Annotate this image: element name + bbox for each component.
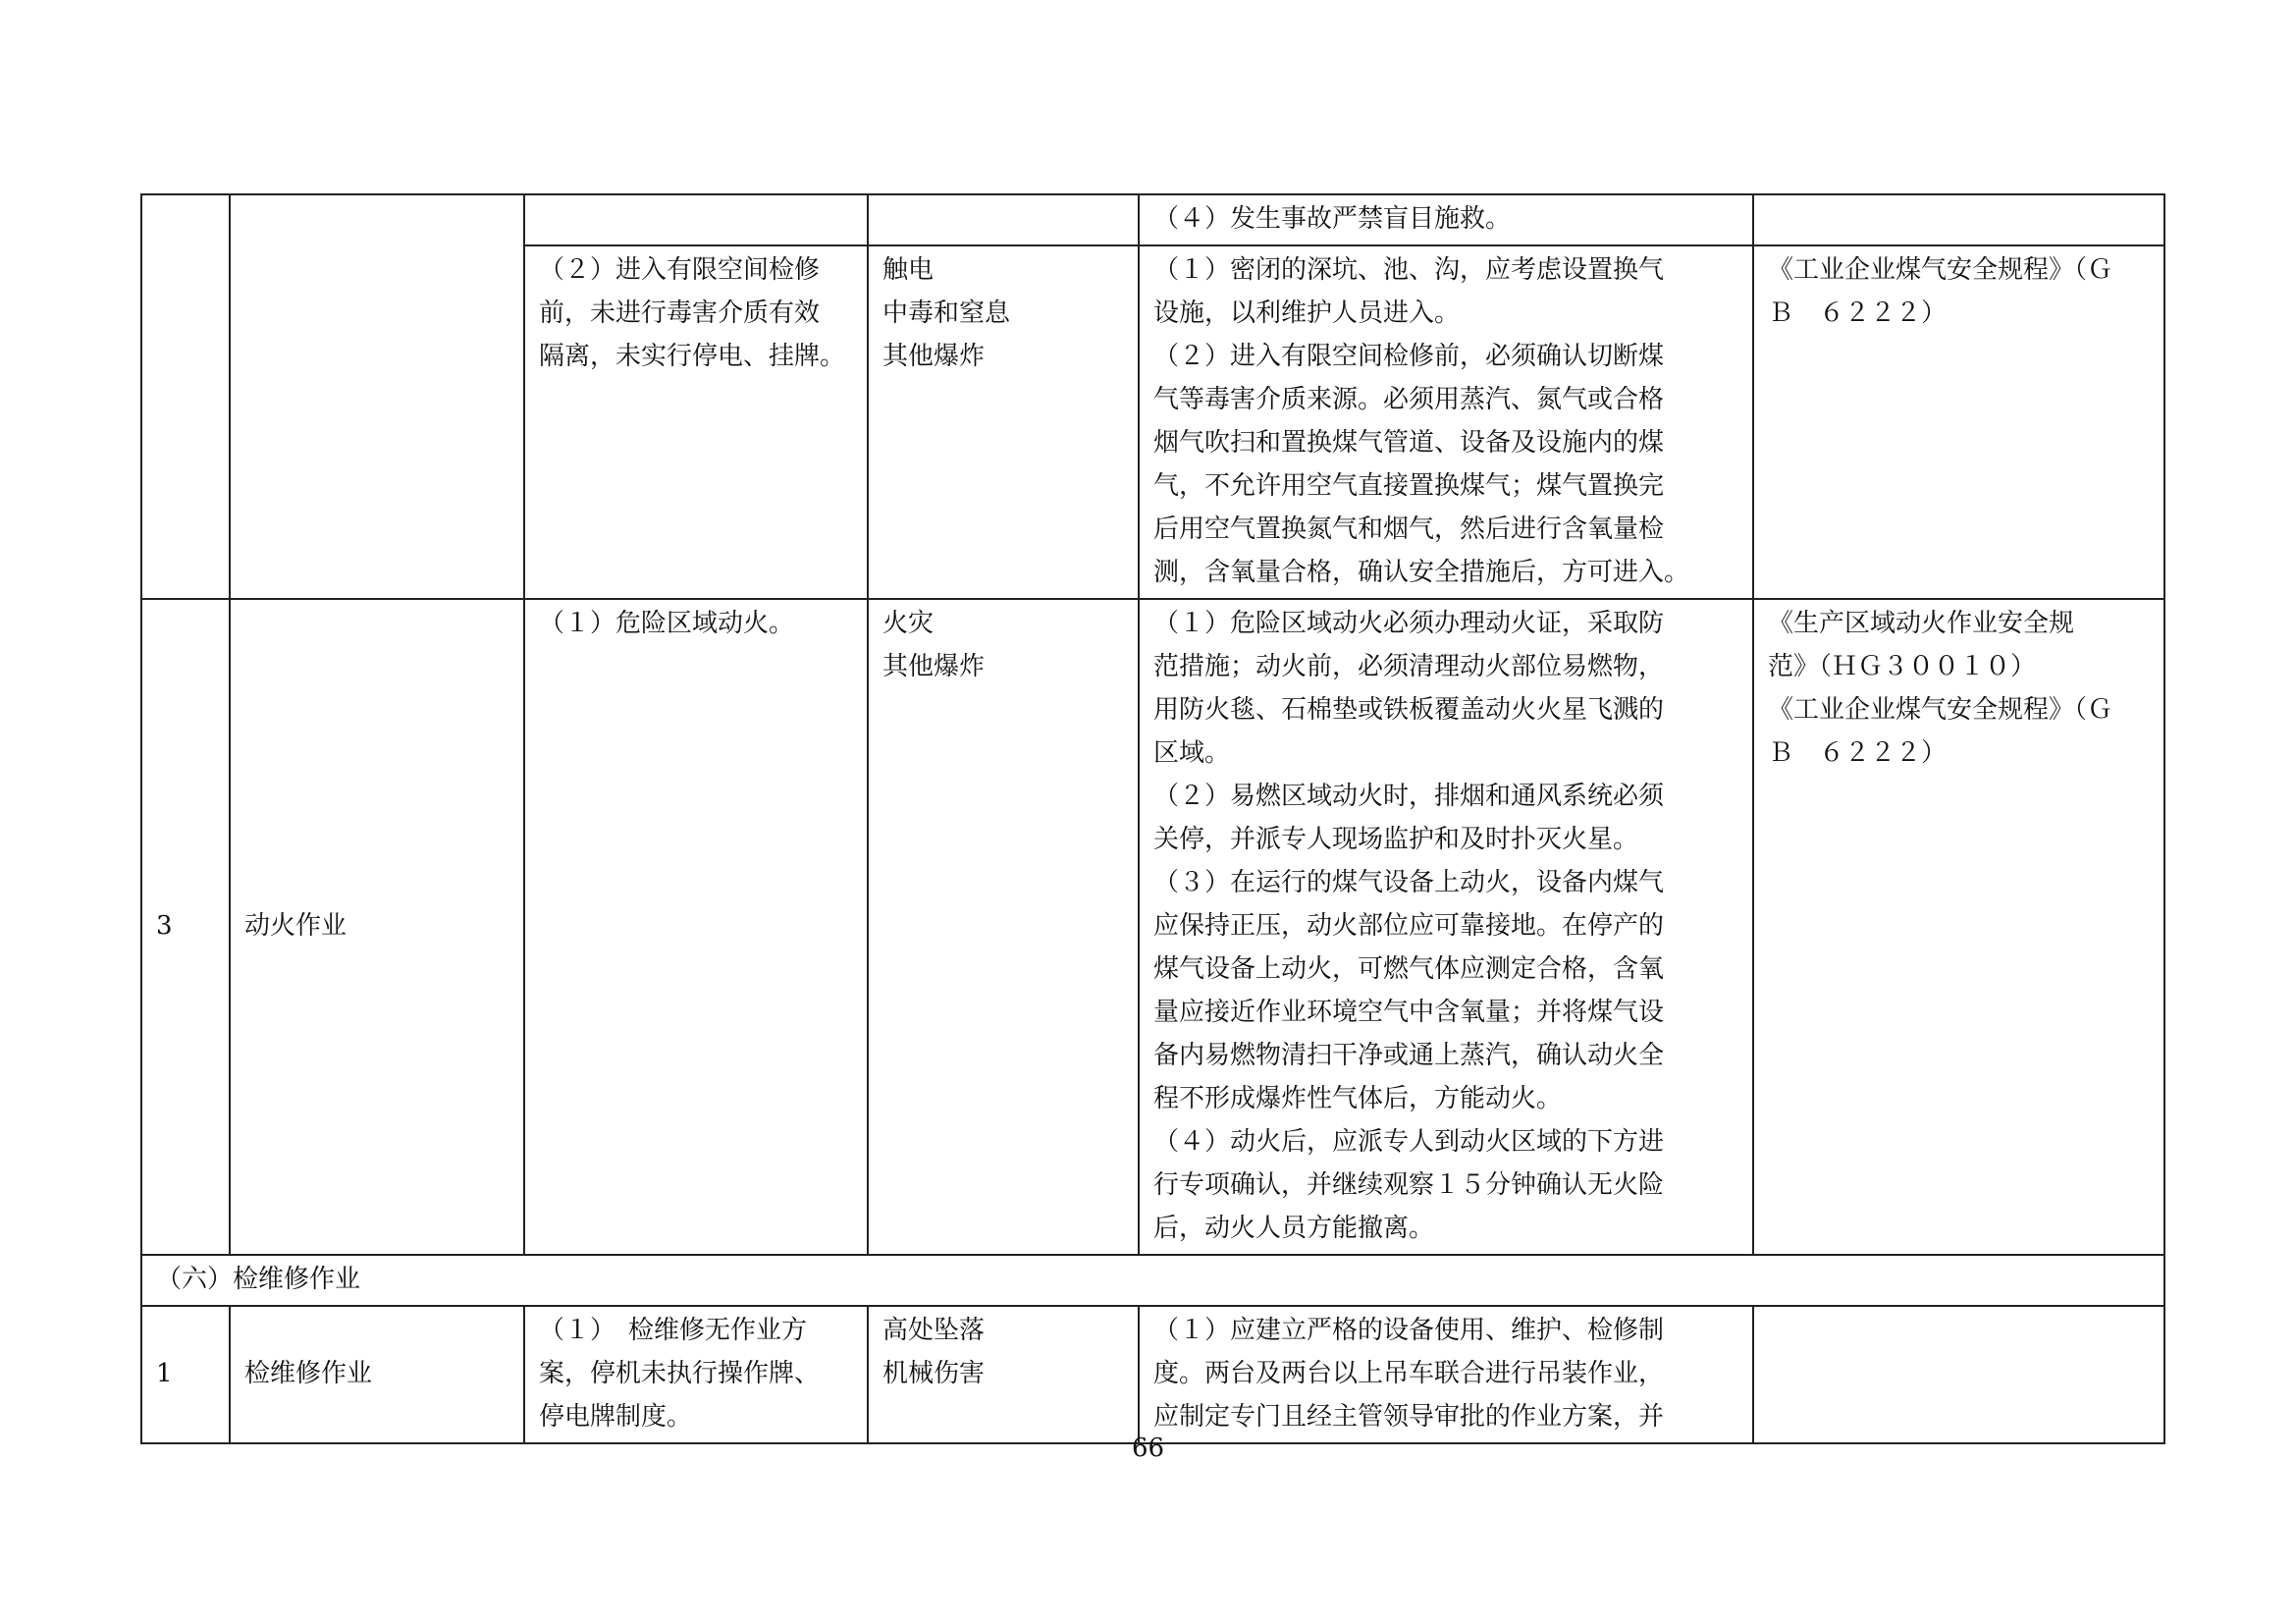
basis-line: 《生产区域动火作业安全规 <box>1768 609 2075 638</box>
measure-line: 气，不允许用空气直接置换煤气；煤气置换完 <box>1153 471 1665 501</box>
basis-cell <box>1753 194 2164 245</box>
measure-line: 应保持正压，动火部位应可靠接地。在停产的 <box>1153 911 1665 941</box>
measure-line: 后用空气置换氮气和烟气，然后进行含氧量检 <box>1153 514 1665 544</box>
measure-line: 设施，以利维护人员进入。 <box>1153 298 1461 328</box>
measure-line: （３）在运行的煤气设备上动火，设备内煤气 <box>1153 868 1665 897</box>
measure-line: （２）进入有限空间检修前，必须确认切断煤 <box>1153 342 1665 371</box>
accident-type-cell <box>868 1306 1139 1443</box>
measure-line: 煤气设备上动火，可燃气体应测定合格，含氧 <box>1153 954 1665 984</box>
accident-line: 机械伤害 <box>882 1359 986 1388</box>
hazard-source-cell <box>524 1306 868 1443</box>
basis-cell <box>1753 599 2164 1255</box>
basis-line: Ｂ ６２２２） <box>1768 738 1948 768</box>
measure-line: 后，动火人员方能撤离。 <box>1153 1214 1435 1243</box>
measures-cell <box>1139 194 1753 245</box>
measure-line: 测，含氧量合格，确认安全措施后，方可进入。 <box>1153 558 1690 587</box>
measure-line: 范措施；动火前，必须清理动火部位易燃物， <box>1153 652 1665 681</box>
measure-line: 程不形成爆炸性气体后，方能动火。 <box>1153 1084 1563 1113</box>
hazard-line: （１） 检维修无作业方 <box>539 1316 808 1345</box>
basis-cell <box>1753 245 2164 599</box>
measure-line: （１）应建立严格的设备使用、维护、检修制 <box>1153 1316 1665 1345</box>
accident-type-cell <box>868 245 1139 599</box>
section-row <box>141 1255 2164 1306</box>
measures-cell <box>1139 245 1753 599</box>
basis-line: 范》（ＨＧ３００１０） <box>1768 652 2037 681</box>
work-item-cell: 检维修作业 <box>230 1306 524 1443</box>
measure-line: 区域。 <box>1153 738 1231 768</box>
accident-line: 火灾 <box>882 609 934 638</box>
row-number-cell <box>141 194 230 599</box>
measure-line: 行专项确认，并继续观察１５分钟确认无火险 <box>1153 1170 1665 1200</box>
hazard-table <box>140 193 2165 1444</box>
accident-line: 触电 <box>882 255 934 285</box>
hazard-source-cell <box>524 599 868 1255</box>
table-row <box>141 1306 2164 1443</box>
hazard-source-cell <box>524 245 868 599</box>
basis-cell <box>1753 1306 2164 1443</box>
measure-line: （２）易燃区域动火时，排烟和通风系统必须 <box>1153 782 1665 811</box>
accident-type-cell <box>868 599 1139 1255</box>
measure-line: 量应接近作业环境空气中含氧量；并将煤气设 <box>1153 998 1665 1027</box>
row-number-cell: 3 <box>141 599 230 1255</box>
basis-line: 《工业企业煤气安全规程》（Ｇ <box>1768 695 2113 725</box>
hazard-line: 停电牌制度。 <box>539 1402 693 1432</box>
measure-line: 度。两台及两台以上吊车联合进行吊装作业， <box>1153 1359 1665 1388</box>
section-title: （六）检维修作业 <box>141 1255 2164 1306</box>
measure-line: 关停，并派专人现场监护和及时扑灭火星。 <box>1153 825 1639 854</box>
table-row <box>141 194 2164 245</box>
basis-line: Ｂ ６２２２） <box>1768 298 1948 328</box>
measure-line: （１）危险区域动火必须办理动火证，采取防 <box>1153 609 1665 638</box>
measure-line: 气等毒害介质来源。必须用蒸汽、氮气或合格 <box>1153 385 1665 414</box>
hazard-line: 案，停机未执行操作牌、 <box>539 1359 821 1388</box>
accident-line: 其他爆炸 <box>882 342 986 371</box>
table-row <box>141 599 2164 1255</box>
work-item-cell: 动火作业 <box>230 599 524 1255</box>
measure-line: 用防火毯、石棉垫或铁板覆盖动火火星飞溅的 <box>1153 695 1665 725</box>
accident-line: 其他爆炸 <box>882 652 986 681</box>
accident-line: 中毒和窒息 <box>882 298 1011 328</box>
hazard-line: （２）进入有限空间检修 <box>539 255 821 285</box>
measures-cell <box>1139 599 1753 1255</box>
measure-line: （４）动火后，应派专人到动火区域的下方进 <box>1153 1127 1665 1157</box>
measure-line: 应制定专门且经主管领导审批的作业方案，并 <box>1153 1402 1665 1432</box>
measures-cell <box>1139 1306 1753 1443</box>
measure-line: 备内易燃物清扫干净或通上蒸汽，确认动火全 <box>1153 1041 1665 1070</box>
hazard-line: 前，未进行毒害介质有效 <box>539 298 821 328</box>
hazard-source-cell <box>524 194 868 245</box>
hazard-line: （１）危险区域动火。 <box>539 609 795 638</box>
accident-line: 高处坠落 <box>882 1316 986 1345</box>
measure-line: 烟气吹扫和置换煤气管道、设备及设施内的煤 <box>1153 428 1665 458</box>
hazard-line: 隔离，未实行停电、挂牌。 <box>539 342 846 371</box>
measure-line: （４）发生事故严禁盲目施救。 <box>1153 204 1512 234</box>
basis-line: 《工业企业煤气安全规程》（Ｇ <box>1768 255 2113 285</box>
accident-type-cell <box>868 194 1139 245</box>
page-number: 66 <box>1131 1434 1165 1463</box>
work-item-cell <box>230 194 524 599</box>
row-number-cell: 1 <box>141 1306 230 1443</box>
measure-line: （１）密闭的深坑、池、沟，应考虑设置换气 <box>1153 255 1665 285</box>
